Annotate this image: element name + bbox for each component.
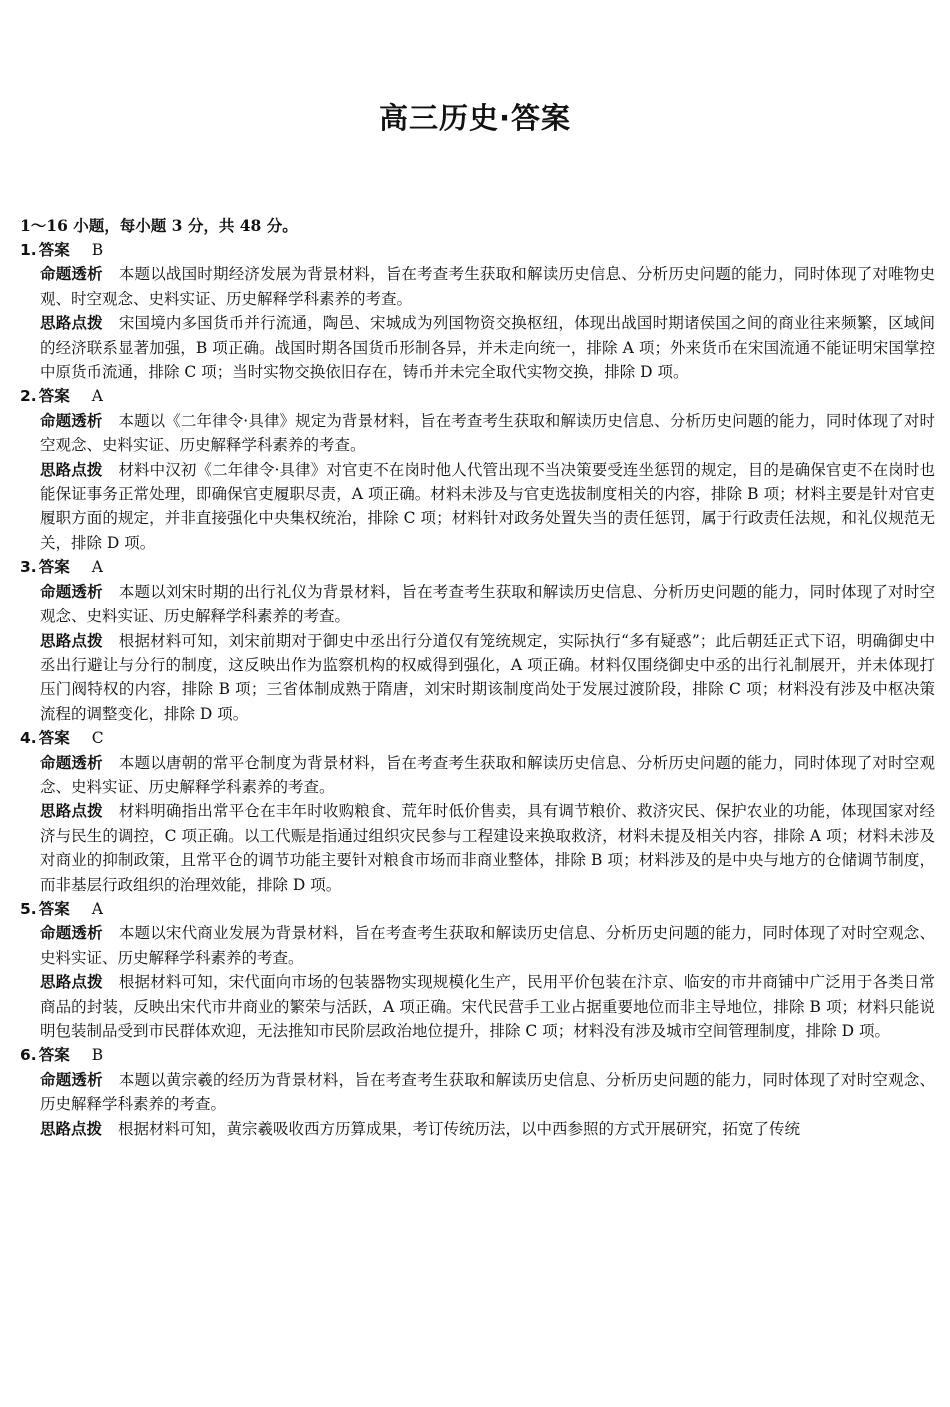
- analysis-paragraph: [40, 409, 935, 458]
- approach-text: 根据材料可知，宋代面向市场的包装器物实现规模化生产，民用平价包装在汴京、临安的市井商铺中广泛用于各类日常商品的封装，反映出宋代市井商业的繁荣与活跃，A 项正确。宋代民营手工业占据重要地位而非主导地位，排除 B 项；材料只能说明包装制品受到市民群体欢迎，无法推知市民阶层政治地位提升，排除 C 项；材料没有涉及城市空间管理制度，排除 D 项。: [40, 973, 935, 1040]
- approach-label: 思路点拨: [40, 802, 103, 821]
- approach-text: 宋国境内多国货币并行流通，陶邑、宋城成为列国物资交换枢纽，体现出战国时期诸侯国之间的商业往来频繁，区域间的经济联系显著加强，B 项正确。战国时期各国货币形制各异，并未走向统一，排除 A 项；外来货币在宋国流通不能证明宋国掌控中原货币流通，排除 C 项；当时实物交换依旧存在，铸币并未完全取代实物交换，排除 D 项。: [40, 314, 935, 382]
- question-number: 2.: [20, 387, 37, 406]
- answer-item: [20, 897, 935, 1043]
- answer-value: A: [91, 558, 103, 577]
- answer-item: [20, 555, 935, 726]
- section-intro: 1～16 小题，每小题 3 分，共 48 分。: [20, 216, 298, 235]
- question-number: 1.: [20, 241, 37, 259]
- answer-label: 答案: [38, 1046, 70, 1065]
- approach-text: 材料中汉初《二年律令·具律》对官吏不在岗时他人代管出现不当决策要受连坐惩罚的规定，目的是确保官吏不在岗时也能保证事务正常处理，即确保官吏履职尽责，A 项正确。材料未涉及与官吏选拔制度相关的内容，排除 B 项；材料主要是针对官吏履职方面的规定，并非直接强化中央集权统治，排除 C 项；材料针对政务处置失当的责任惩罚，属于行政责任法规，和礼仪规范无关，排除 D 项。: [40, 460, 935, 552]
- analysis-label: 命题透析: [40, 582, 103, 601]
- approach-label: 思路点拨: [40, 460, 103, 479]
- page-title: 高三历史·答案: [378, 101, 572, 135]
- answer-heading: [20, 384, 935, 408]
- analysis-label: 命题透析: [40, 265, 103, 284]
- analysis-paragraph: [40, 262, 935, 311]
- answer-value: B: [91, 1046, 104, 1065]
- answer-label: 答案: [38, 729, 70, 748]
- approach-paragraph: [40, 311, 935, 384]
- approach-paragraph: [40, 1117, 935, 1141]
- answer-list: [20, 238, 935, 1141]
- analysis-label: 命题透析: [40, 411, 103, 430]
- approach-label: 思路点拨: [40, 1119, 103, 1138]
- answer-label: 答案: [38, 241, 70, 259]
- answer-label: 答案: [38, 387, 70, 406]
- analysis-paragraph: [40, 921, 935, 970]
- analysis-label: 命题透析: [40, 1070, 103, 1089]
- answer-value: B: [91, 241, 104, 259]
- approach-paragraph: [40, 629, 935, 727]
- approach-label: 思路点拨: [40, 973, 103, 992]
- approach-text: 根据材料可知，黄宗羲吸收西方历算成果，考订传统历法，以中西参照的方式开展研究，拓宽了传统: [118, 1119, 801, 1138]
- analysis-text: 本题以唐朝的常平仓制度为背景材料，旨在考查考生获取和解读历史信息、分析历史问题的能力，同时体现了对时空观念、史料实证、历史解释学科素养的考查。: [40, 753, 935, 796]
- answer-item: [20, 238, 935, 384]
- answer-item: [20, 384, 935, 555]
- question-number: 5.: [20, 899, 37, 918]
- approach-text: 材料明确指出常平仓在丰年时收购粮食、荒年时低价售卖，具有调节粮价、救济灾民、保护农业的功能，体现国家对经济与民生的调控，C 项正确。以工代赈是指通过组织灾民参与工程建设来换取救济，材料未提及相关内容，排除 A 项；材料未涉及对商业的抑制政策，且常平仓的调节功能主要针对粮食市场而非商业整体，排除 B 项；材料涉及的是中央与地方的仓储调节制度，而非基层行政组织的治理效能，排除 D 项。: [40, 802, 935, 894]
- answer-heading: [20, 555, 935, 579]
- answer-value: A: [91, 899, 103, 918]
- answer-label: 答案: [38, 899, 70, 918]
- approach-paragraph: [40, 799, 935, 897]
- answer-heading: [20, 238, 935, 262]
- analysis-text: 本题以黄宗羲的经历为背景材料，旨在考查考生获取和解读历史信息、分析历史问题的能力，同时体现了对时空观念、历史解释学科素养的考查。: [40, 1070, 935, 1114]
- analysis-text: 本题以宋代商业发展为背景材料，旨在考查考生获取和解读历史信息、分析历史问题的能力，同时体现了对时空观念、史料实证、历史解释学科素养的考查。: [40, 924, 935, 967]
- answer-heading: [20, 1043, 935, 1067]
- answer-heading: [20, 897, 935, 921]
- answer-value: C: [91, 729, 104, 748]
- analysis-paragraph: [40, 1068, 935, 1117]
- approach-paragraph: [40, 970, 935, 1043]
- analysis-paragraph: [40, 751, 935, 800]
- answer-label: 答案: [38, 558, 70, 577]
- question-number: 6.: [20, 1046, 37, 1065]
- analysis-paragraph: [40, 580, 935, 629]
- answer-item: [20, 726, 935, 897]
- analysis-text: 本题以战国时期经济发展为背景材料，旨在考查考生获取和解读历史信息、分析历史问题的能力，同时体现了对唯物史观、时空观念、史料实证、历史解释学科素养的考查。: [40, 265, 935, 308]
- answer-value: A: [91, 387, 103, 406]
- analysis-text: 本题以《二年律令·具律》规定为背景材料，旨在考查考生获取和解读历史信息、分析历史问题的能力，同时体现了对时空观念、史料实证、历史解释学科素养的考查。: [40, 411, 935, 455]
- analysis-label: 命题透析: [40, 924, 103, 943]
- answer-heading: [20, 726, 935, 750]
- analysis-label: 命题透析: [40, 753, 103, 772]
- answer-item: [20, 1043, 935, 1141]
- approach-label: 思路点拨: [40, 631, 103, 650]
- question-number: 4.: [20, 729, 37, 748]
- question-number: 3.: [20, 558, 37, 577]
- approach-label: 思路点拨: [40, 314, 103, 333]
- approach-text: 根据材料可知，刘宋前期对于御史中丞出行分道仅有笼统规定，实际执行“多有疑惑”；此后朝廷正式下诏，明确御史中丞出行避让与分行的制度，这反映出作为监察机构的权威得到强化，A 项正确。材料仅围绕御史中丞的出行礼制展开，并未体现打压门阀特权的内容，排除 B 项；三省体制成熟于隋唐，刘宋时期该制度尚处于发展过渡阶段，排除 C 项；材料没有涉及中枢决策流程的调整变化，排除 D 项。: [40, 631, 935, 723]
- analysis-text: 本题以刘宋时期的出行礼仪为背景材料，旨在考查考生获取和解读历史信息、分析历史问题的能力，同时体现了对时空观念、史料实证、历史解释学科素养的考查。: [40, 582, 935, 626]
- approach-paragraph: [40, 458, 935, 556]
